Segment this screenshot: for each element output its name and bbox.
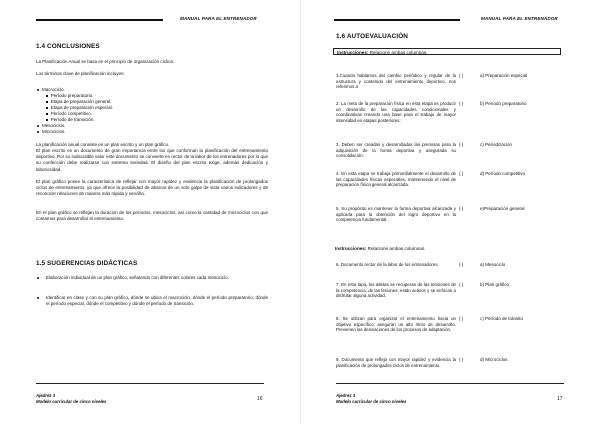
footer-rule bbox=[36, 383, 264, 384]
option-a-2: a) Mesociclo bbox=[480, 262, 506, 267]
instructions-box: Instrucciones: Relacione ambas columnas. bbox=[333, 48, 561, 55]
bullet-icon bbox=[37, 131, 39, 133]
option-b-1: b) Período preparatorio bbox=[480, 101, 527, 106]
answer-blank-4[interactable]: ( ) bbox=[459, 171, 464, 176]
bullet-icon bbox=[46, 107, 48, 109]
list-subitem: Período preparatorio. bbox=[46, 93, 93, 99]
section-heading-autoevaluacion: 1.6 AUTOEVALUACIÓN bbox=[336, 33, 408, 40]
suggestion-item-1: Elaboración individual de un plan gráfico, señalando con diferentes colores cada mesociclo. bbox=[46, 275, 268, 281]
header-title: MANUAL PARA EL ENTRENADOR bbox=[180, 16, 257, 21]
bullet-icon bbox=[46, 95, 48, 97]
conclusion-paragraph-1: La Planificación Anual se basa en el principio de organización cíclica. bbox=[36, 59, 175, 64]
conclusion-paragraph-3b: El plan escrito es un documento de gran importancia entre los que conforman la planificación del entrenamiento deportivo. Por su indiscutible valor este documento se convierte en rector de la labor de los entrenadores por lo que su confección debe realizarse con extrema seriedad. El diseño del plan escrito exige, además dedicación y laboriosidad. bbox=[36, 148, 268, 172]
answer-blank-9[interactable]: ( ) bbox=[459, 357, 464, 362]
bullet-icon bbox=[46, 119, 48, 121]
conclusion-paragraph-5: En el plan gráfico se reflejan la duración de los períodos, mesociclos, así como la cantidad de microciclos con que contamos para desarrollar el entrenamiento. bbox=[36, 210, 268, 222]
option-a-1: a) Preparación especial bbox=[480, 73, 528, 78]
question-8: 8. Se utilizan para organizar el entrenamiento hacia un objetivo específico; aseguran un alto ritmo de desarrollo. Previenen las desviaciones de los procesos de adaptación. bbox=[336, 316, 456, 333]
answer-blank-2[interactable]: ( ) bbox=[459, 101, 464, 106]
bullet-icon bbox=[46, 113, 48, 115]
answer-blank-3[interactable]: ( ) bbox=[459, 142, 464, 147]
list-subitem: Período competitivo. bbox=[46, 111, 92, 117]
page-number-left: 16 bbox=[257, 396, 263, 402]
section-heading-sugerencias: 1.5 SUGERENCIAS DIDÁCTICAS bbox=[36, 260, 138, 267]
question-5: 5. Su propósito es mantener la forma deportiva alcanzada y aplicarla para la obtención del logro deportivo en la competencia fundamental. bbox=[336, 206, 456, 223]
option-b-2: b) Plan gráfico bbox=[480, 282, 510, 287]
instructions-2: Instrucciones: Relacione ambas columnas. bbox=[335, 246, 426, 251]
conclusion-paragraph-3a: La planificación anual consiste en un plan escrito y un plan gráfico. bbox=[36, 142, 170, 147]
list-subitem: Período de transición. bbox=[46, 117, 95, 123]
question-4: 4. En esta etapa se trabaja primordialmente el desarrollo de las capacidades físicas especiales, manteniendo el nivel de preparación física general alcanzada. bbox=[336, 171, 456, 188]
list-item-macrociclo: Macrociclo. bbox=[37, 87, 65, 93]
section-heading-conclusiones: 1.4 CONCLUSIONES bbox=[36, 43, 100, 50]
bullet-icon bbox=[37, 89, 39, 91]
page-number-right: 17 bbox=[557, 396, 563, 402]
question-6: 6. Documento rector de la labor de los entrenadores. bbox=[336, 262, 439, 267]
question-1: 1.Cuando hablamos del cambio periódico y regular de la estructura y contenido del entrenamiento deportivo, nos referimos a bbox=[336, 73, 456, 90]
option-c-2: c) Período de tránsito bbox=[480, 316, 524, 321]
list-item-mesociclos: Mesociclos. bbox=[37, 123, 66, 129]
footer-text: Ajedrez 3 Modelo curricular de cinco niveles bbox=[336, 393, 407, 404]
answer-blank-7[interactable]: ( ) bbox=[459, 282, 464, 287]
option-e-1: e)Preparación general bbox=[480, 206, 525, 211]
answer-blank-6[interactable]: ( ) bbox=[459, 262, 464, 267]
option-c-1: c) Periodización bbox=[480, 142, 513, 147]
header-rule bbox=[36, 19, 163, 21]
answer-blank-5[interactable]: ( ) bbox=[459, 206, 464, 211]
question-9: 9. Documento que refleja con mayor rapidez y evidencia la planificación de prolongados ciclos de entrenamiento. bbox=[336, 357, 456, 368]
suggestion-item-2: Identificar en clase y con su plan gráfico, dónde se ubica el macrociclo, dónde el período preparatorio, dónde el período especial, dónde el competitivo y dónde el período de transición. bbox=[46, 295, 268, 307]
list-item-microciclos: Microciclos. bbox=[37, 129, 66, 135]
question-2: 2. La meta de la preparación física en esta etapa es producir un desarrollo de las capacidades condicionales y coordinativas creando una base para el trabajo de mayor intensidad en etapas posteriores: bbox=[336, 101, 456, 123]
answer-blank-1[interactable]: ( ) bbox=[459, 73, 464, 78]
answer-blank-8[interactable]: ( ) bbox=[459, 316, 464, 321]
question-7: 7. En esta tapa, los atletas se recuperan de las tensiones de la competencia, de las lesiones, están activos y se enfocan a disfrutar alguna actividad. bbox=[336, 282, 456, 299]
bullet-icon bbox=[46, 101, 48, 103]
conclusion-paragraph-2: Los términos clave de planificación incluyen: bbox=[36, 71, 125, 76]
bullet-icon bbox=[37, 125, 39, 127]
footer-rule bbox=[336, 383, 564, 384]
question-3: 3. Deben ser creadas y desarrolladas las premisas para la adquisición de la forma deportiva y asegurada su consolidación. bbox=[336, 142, 456, 159]
list-subitem: Etapa de preparación especial. bbox=[46, 105, 113, 111]
conclusion-paragraph-4: El plan gráfico posee la característica de reflejar con mayor rapidez y evidencia la planificación de prolongados ciclos de entrenamiento, ya que ofrece la posibilidad de abarcar de un solo golpe de vista varios indicadores y de reconocer relaciones de manera más rápida y sencilla. bbox=[36, 179, 268, 197]
header-rule bbox=[334, 19, 460, 21]
bullet-icon bbox=[37, 277, 39, 279]
list-subitem: Etapa de preparación general. bbox=[46, 99, 111, 105]
option-d-1: d) Período competitivo bbox=[480, 171, 526, 176]
footer-text: Ajedrez 3 Modelo curricular de cinco niveles bbox=[36, 393, 107, 404]
option-d-2: d) Microciclos bbox=[480, 357, 508, 362]
bullet-icon bbox=[37, 297, 39, 299]
header-title: MANUAL PARA EL ENTRENADOR bbox=[481, 16, 558, 21]
